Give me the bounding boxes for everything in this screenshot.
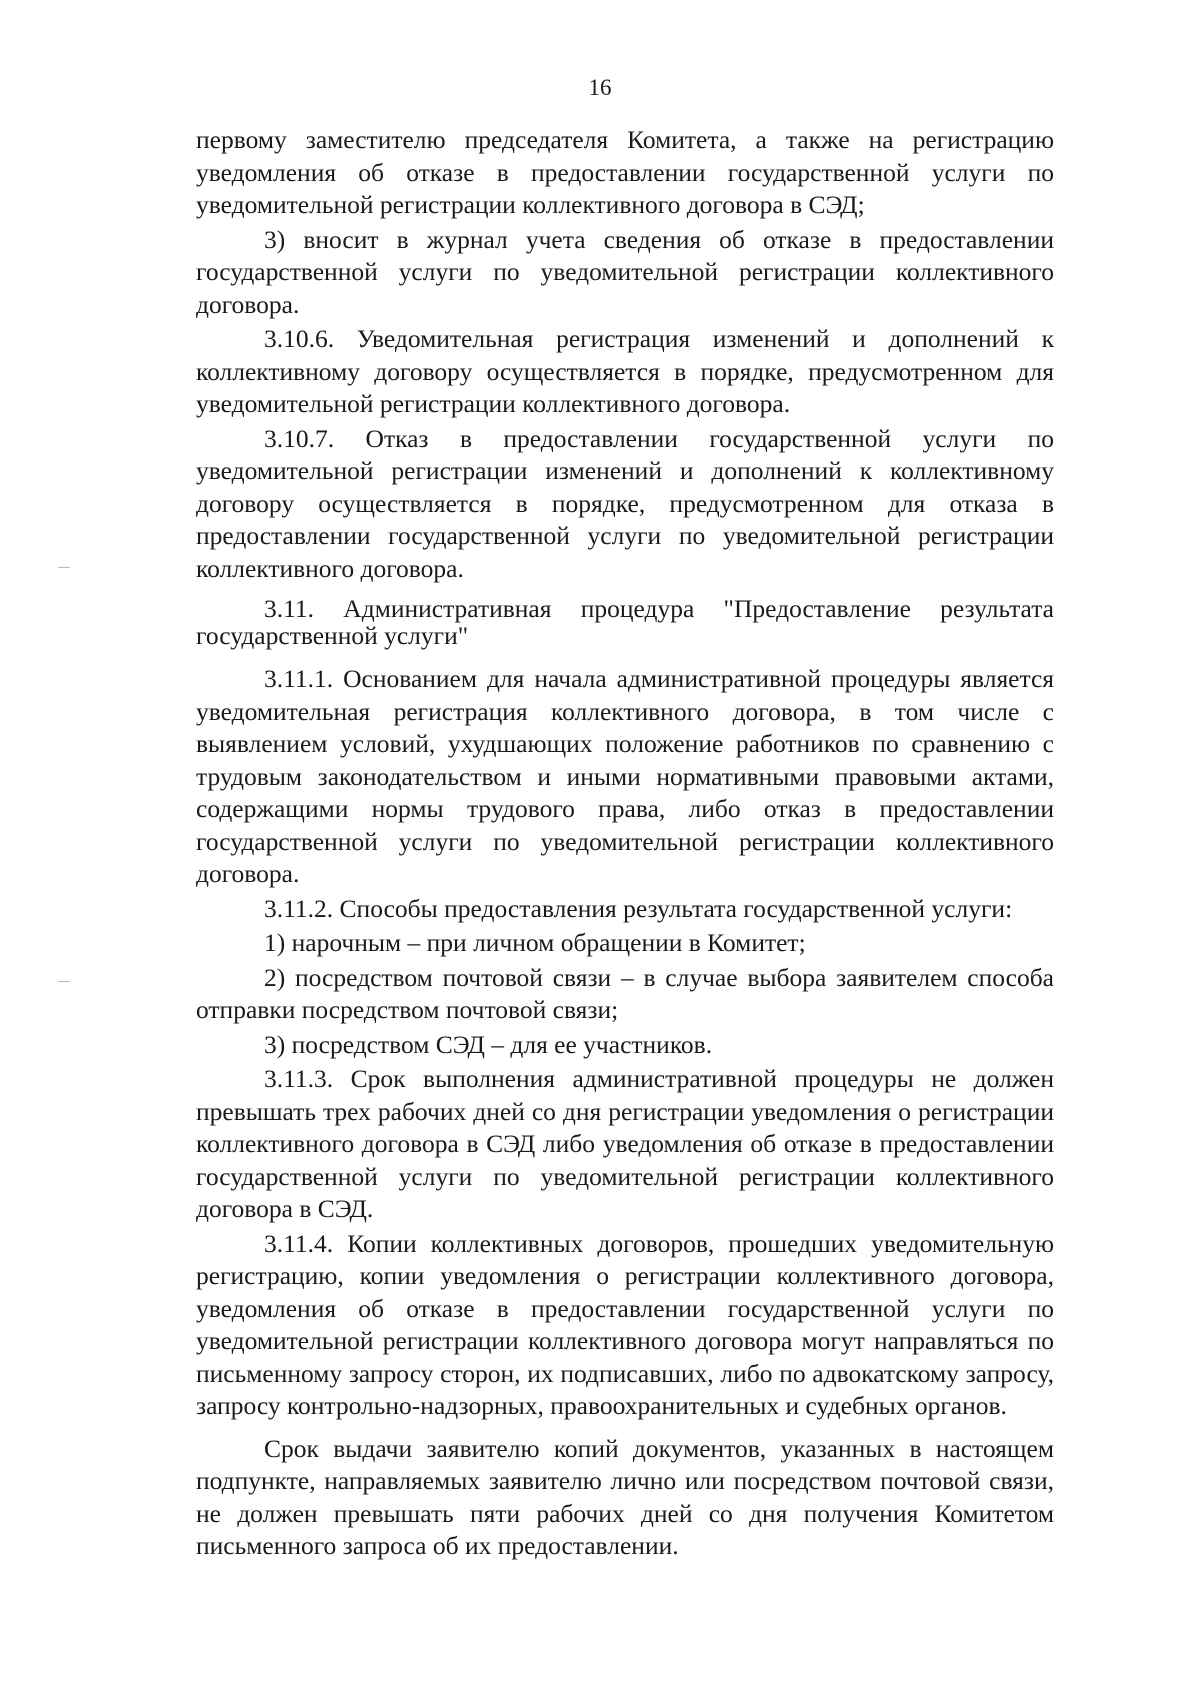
- list-item-1: 1) нарочным – при личном обращении в Комитет;: [264, 928, 806, 957]
- document-body: [196, 124, 1054, 1563]
- paragraph-item-3: 3) вносит в журнал учета сведения об отказе в предоставлении государственной услуги по уведомительной регистрации коллективного договора.: [196, 224, 1054, 319]
- list-item-2: 2) посредством почтовой связи – в случае выбора заявителем способа отправки посредством почтовой связи;: [196, 962, 1054, 1024]
- paragraph-3-10-6: 3.10.6. Уведомительная регистрация изменений и дополнений к коллективному договору осуществляется в порядке, предусмотренном для уведомительной регистрации коллективного договора.: [196, 324, 1054, 418]
- page-number: 16: [588, 75, 612, 100]
- margin-mark: [58, 567, 70, 568]
- paragraph-3-11-3: 3.11.3. Срок выполнения административной процедуры не должен превышать трех рабочих дней со дня регистрации уведомления о регистрации коллективного договора в СЭД либо уведомления об отказе в предоставлении государственной услуги по уведомительной регистрации коллективного договора в СЭД.: [196, 1064, 1054, 1223]
- paragraph-3-11-2: 3.11.2. Способы предоставления результата государственной услуги:: [264, 893, 1013, 923]
- paragraph-deadline: Срок выдачи заявителю копий документов, указанных в настоящем подпункте, направляемых заявителю лично или посредством почтовой связи, не должен превышать пяти рабочих дней со дня получения Комитетом письменного запроса об их предоставлении.: [196, 1433, 1054, 1560]
- paragraph-3-10-7: 3.10.7. Отказ в предоставлении государственной услуги по уведомительной регистрации изменений и дополнений к коллективному договору осуществляется в порядке, предусмотренном для отказа в предоставлении государственной услуги по уведомительной регистрации коллективного договора.: [196, 423, 1054, 583]
- paragraph-continuation: первому заместителю председателя Комитета, а также на регистрацию уведомления об отказе в предоставлении государственной услуги по уведомительной регистрации коллективного договора в СЭД;: [196, 125, 1054, 219]
- list-item-3: 3) посредством СЭД – для ее участников.: [264, 1029, 713, 1059]
- paragraph-3-11-1: 3.11.1. Основанием для начала административной процедуры является уведомительная регистрация коллективного договора, в том числе с выявлением условий, ухудшающих положение работников по сравнению с трудовым законодательством и иными нормативными правовыми актами, содержащими нормы трудового права, либо отказ в предоставлении государственной услуги по уведомительной регистрации коллективного договора.: [196, 664, 1054, 888]
- paragraph-3-11-4: 3.11.4. Копии коллективных договоров, прошедших уведомительную регистрацию, копии уведомления о регистрации коллективного договора, уведомления об отказе в предоставлении государственной услуги по уведомительной регистрации коллективного договора могут направляться по письменному запросу сторон, их подписавших, либо по адвокатскому запросу, запросу контрольно-надзорных, правоохранительных и судебных органов.: [196, 1228, 1054, 1420]
- section-heading-3-11: 3.11. Административная процедура "Предоставление результата государственной услуги": [196, 594, 1054, 650]
- margin-mark: [58, 981, 70, 982]
